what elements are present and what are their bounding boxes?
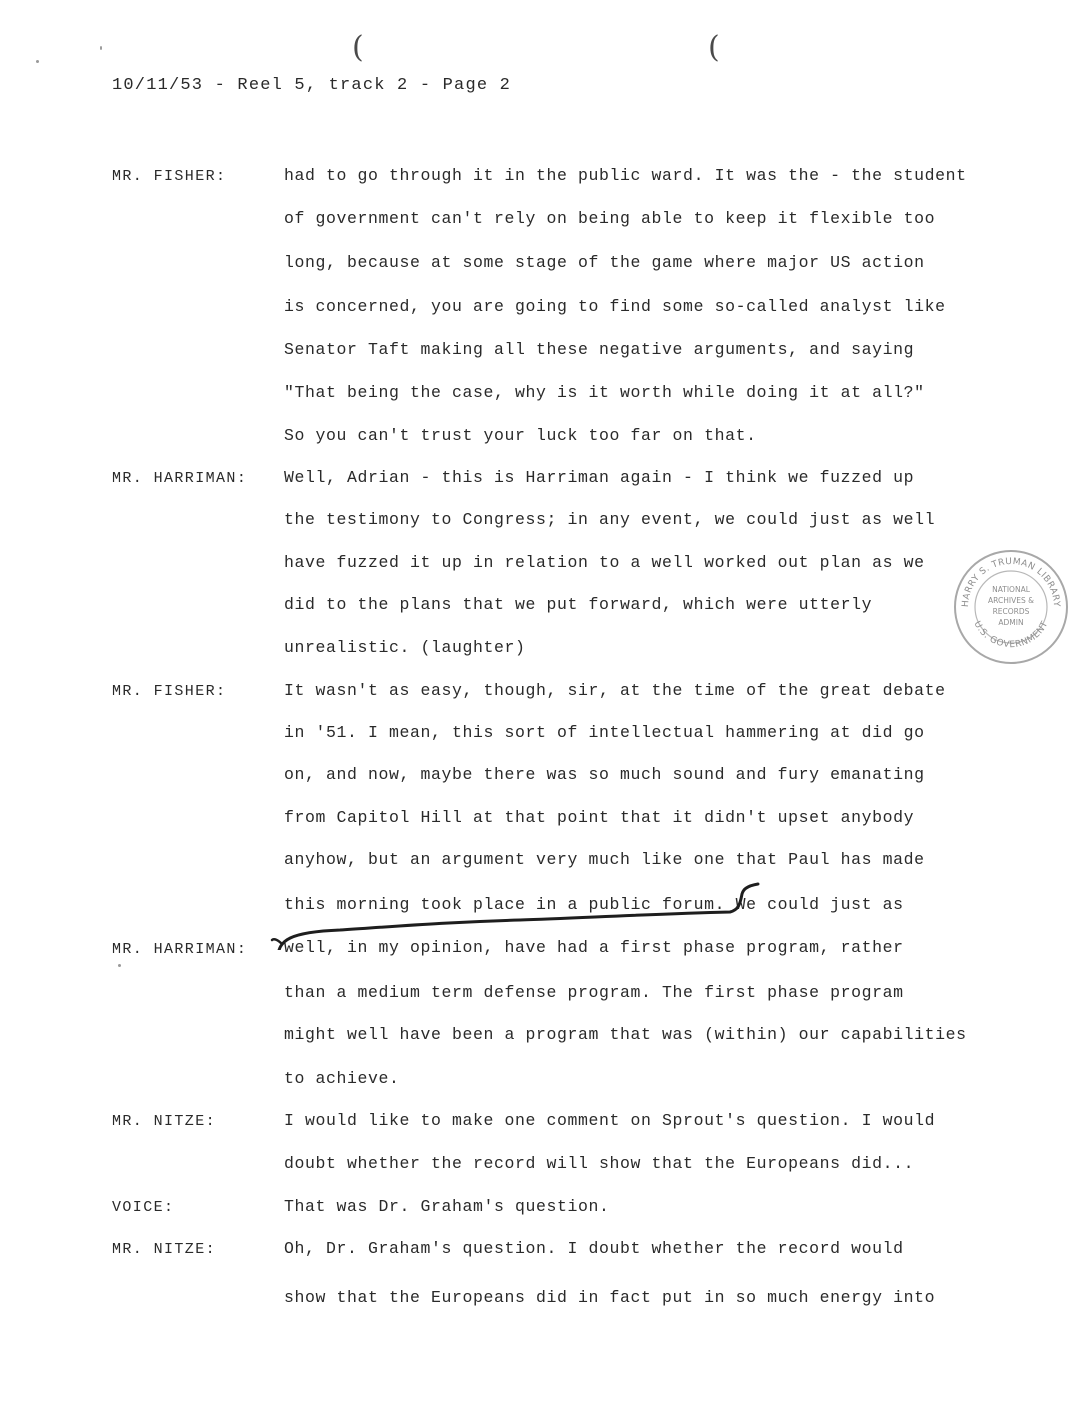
transcript-line: So you can't trust your luck too far on that. xyxy=(284,426,757,445)
transcript-line: of government can't rely on being able to keep it flexible too xyxy=(284,209,936,228)
transcript-line: anyhow, but an argument very much like one that Paul has made xyxy=(284,850,925,869)
transcript-line: unrealistic. (laughter) xyxy=(284,638,526,657)
transcript-line: did to the plans that we put forward, which were utterly xyxy=(284,595,873,614)
transcript-line: Well, Adrian - this is Harriman again - I think we fuzzed up xyxy=(284,468,915,487)
page-header: 10/11/53 - Reel 5, track 2 - Page 2 xyxy=(112,76,512,95)
transcript-line: doubt whether the record will show that the Europeans did... xyxy=(284,1154,915,1173)
punch-mark-right: ( xyxy=(708,30,720,65)
transcript-line: "That being the case, why is it worth while doing it at all?" xyxy=(284,383,925,402)
transcript-line: I would like to make one comment on Sprout's question. I would xyxy=(284,1111,936,1130)
svg-text:ARCHIVES &: ARCHIVES & xyxy=(988,596,1034,605)
transcript-line: in '51. I mean, this sort of intellectual hammering at did go xyxy=(284,723,925,742)
transcript-line: It wasn't as easy, though, sir, at the time of the great debate xyxy=(284,681,946,700)
transcript-line: from Capitol Hill at that point that it didn't upset anybody xyxy=(284,808,915,827)
transcript-line: show that the Europeans did in fact put in so much energy into xyxy=(284,1288,936,1307)
transcript-line: That was Dr. Graham's question. xyxy=(284,1197,610,1216)
svg-text:RECORDS: RECORDS xyxy=(992,607,1030,616)
speaker-label: MR. NITZE: xyxy=(112,1113,217,1130)
transcript-line: might well have been a program that was (within) our capabilities xyxy=(284,1025,967,1044)
speaker-label: MR. FISHER: xyxy=(112,683,227,700)
transcript-line: long, because at some stage of the game where major US action xyxy=(284,253,925,272)
transcript-line: is concerned, you are going to find some so-called analyst like xyxy=(284,297,946,316)
transcript-line: on, and now, maybe there was so much sound and fury emanating xyxy=(284,765,925,784)
speaker-label: MR. FISHER: xyxy=(112,168,227,185)
svg-text:U.S. GOVERNMENT: U.S. GOVERNMENT xyxy=(971,619,1051,651)
handwritten-divider-mark xyxy=(260,880,780,950)
paper-speck xyxy=(36,60,39,63)
speaker-label: VOICE: xyxy=(112,1199,175,1216)
transcript-line: have fuzzed it up in relation to a well worked out plan as we xyxy=(284,553,925,572)
transcript-line: this morning took place in a public forum. We could just as xyxy=(284,895,904,914)
transcript-line: well, in my opinion, have had a first phase program, rather xyxy=(284,938,904,957)
svg-text:ADMIN: ADMIN xyxy=(998,618,1024,627)
paper-speck xyxy=(118,964,121,967)
transcript-line: Senator Taft making all these negative arguments, and saying xyxy=(284,340,915,359)
speaker-label: MR. HARRIMAN: xyxy=(112,941,248,958)
transcript-line: the testimony to Congress; in any event, we could just as well xyxy=(284,510,936,529)
speaker-label: MR. HARRIMAN: xyxy=(112,470,248,487)
transcript-line: had to go through it in the public ward. It was the - the student xyxy=(284,166,967,185)
svg-text:HARRY S. TRUMAN LIBRARY: HARRY S. TRUMAN LIBRARY xyxy=(960,556,1062,608)
paper-speck xyxy=(100,46,102,50)
transcript-line: than a medium term defense program. The first phase program xyxy=(284,983,904,1002)
punch-mark-left: ( xyxy=(352,30,364,65)
transcript-line: Oh, Dr. Graham's question. I doubt whether the record would xyxy=(284,1239,904,1258)
transcript-line: to achieve. xyxy=(284,1069,400,1088)
svg-text:NATIONAL: NATIONAL xyxy=(992,585,1030,594)
library-stamp xyxy=(952,548,1070,666)
speaker-label: MR. NITZE: xyxy=(112,1241,217,1258)
